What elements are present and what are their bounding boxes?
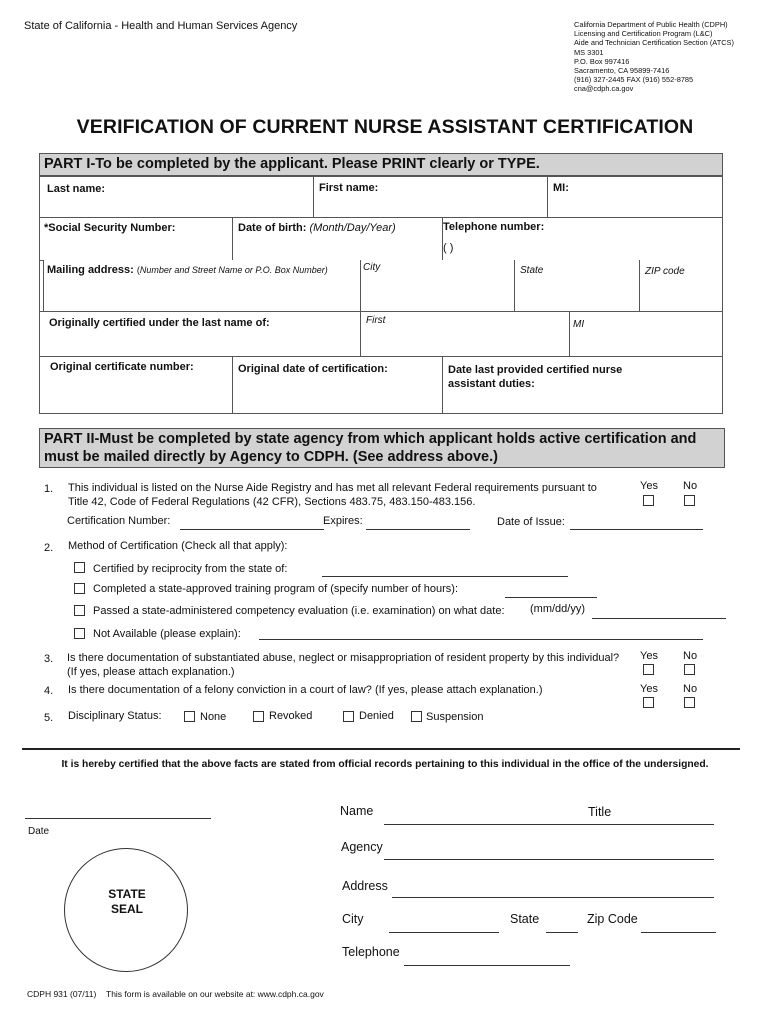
part1-grid	[39, 176, 723, 414]
cert-number-label: Certification Number:	[67, 515, 171, 527]
disc-suspension-checkbox[interactable]	[411, 711, 422, 722]
reciprocity-line[interactable]	[322, 576, 568, 577]
mi-label: MI:	[553, 182, 569, 194]
q3-yes-checkbox[interactable]	[643, 664, 654, 675]
q3-line2: (If yes, please attach explanation.)	[67, 666, 235, 678]
q1-number: 1.	[44, 483, 54, 495]
telephone-line[interactable]	[404, 965, 570, 966]
city-line[interactable]	[389, 932, 499, 933]
date-issue-line[interactable]	[570, 529, 703, 530]
q3-no-label: No	[683, 650, 698, 662]
ssn-label: *Social Security Number:	[44, 222, 176, 234]
dob-hint: (Month/Day/Year)	[309, 222, 396, 234]
mailing-hint-paren: (	[136, 265, 140, 275]
date-issue-label: Date of Issue:	[497, 516, 565, 528]
mailing-label: Mailing address:	[47, 264, 134, 276]
part1-heading: PART I-To be completed by the applicant. Please PRINT clearly or TYPE.	[39, 153, 723, 176]
q1-line1: This individual is listed on the Nurse Aide Registry and has met all relevant Federal requirements pursuant to	[68, 482, 597, 494]
exam-label: Passed a state-administered competency evaluation (i.e. examination) on what date:	[93, 605, 505, 617]
last-name-label: Last name:	[47, 183, 106, 195]
q1-yes-checkbox[interactable]	[643, 495, 654, 506]
agency-line: Sacramento, CA 95899-7416	[574, 66, 670, 76]
q1-line2: Title 42, Code of Federal Regulations (42 CFR), Sections 483.75, 483.150-483.156.	[68, 496, 476, 508]
agency-line: Licensing and Certification Program (L&C)	[574, 29, 713, 39]
certification-statement: It is hereby certified that the above facts are stated from official records pertaining to this individual in the office of the undersigned.	[61, 759, 709, 770]
q4-number: 4.	[44, 685, 54, 697]
state-seal-text: STATE SEAL	[108, 887, 146, 916]
phone-area-code: ( )	[443, 242, 454, 254]
disc-denied-checkbox[interactable]	[343, 711, 354, 722]
disc-suspension-label: Suspension	[426, 711, 484, 723]
agency-line: California Department of Public Health (CDPH)	[574, 20, 728, 29]
q3-no-checkbox[interactable]	[684, 664, 695, 675]
disc-revoked-label: Revoked	[269, 710, 313, 722]
name-title-line[interactable]	[384, 824, 714, 825]
disc-none-checkbox[interactable]	[184, 711, 195, 722]
city-label: City	[363, 262, 381, 273]
address-line[interactable]	[392, 897, 714, 898]
training-line[interactable]	[505, 597, 597, 598]
not-available-label: Not Available (please explain):	[93, 628, 241, 640]
agency-name: State of California - Health and Human Services Agency	[24, 20, 298, 32]
q3-number: 3.	[44, 653, 54, 665]
website-note: This form is available on our website at: www.cdph.ca.gov	[106, 989, 324, 999]
zip-line[interactable]	[641, 932, 716, 933]
agency-label: Agency	[341, 840, 383, 854]
orig-cert-date-label: Original date of certification:	[238, 363, 388, 375]
reciprocity-label: Certified by reciprocity from the state of:	[93, 563, 288, 575]
q2-number: 2.	[44, 542, 54, 554]
agency-line: P.O. Box 997416	[574, 56, 630, 66]
state-label: State	[520, 265, 544, 276]
mailing-hint: Number and Street Name or P.O. Box Number)	[139, 265, 328, 275]
exam-date-line[interactable]	[592, 618, 726, 619]
first-name-label: First name:	[319, 182, 379, 194]
title-label: Title	[588, 805, 612, 819]
q3-yes-label: Yes	[640, 650, 658, 662]
name-label: Name	[340, 804, 374, 818]
part2-heading: PART II-Must be completed by state agency from which applicant holds active certification and must be mailed directly by Agency to CDPH. (See address above.)	[39, 428, 725, 468]
exam-date-hint: (mm/dd/yy)	[530, 603, 585, 615]
expires-line[interactable]	[366, 529, 470, 530]
telephone-label: Telephone	[342, 945, 400, 959]
q1-no-label: No	[683, 480, 698, 492]
last-duties-label: Date last provided certified nurse assistant duties:	[448, 364, 623, 390]
q3-line1: Is there documentation of substantiated abuse, neglect or misappropriation of resident property by this individual?	[67, 652, 620, 664]
section-divider	[22, 748, 740, 750]
form-title: VERIFICATION OF CURRENT NURSE ASSISTANT CERTIFICATION	[76, 116, 694, 138]
orig-last-name-label: Originally certified under the last name of:	[49, 317, 270, 329]
orig-cert-number-label: Original certificate number:	[50, 361, 194, 373]
q2-text: Method of Certification (Check all that apply):	[68, 540, 288, 552]
q3-text	[67, 651, 619, 679]
disc-revoked-checkbox[interactable]	[253, 711, 264, 722]
agency-line: (916) 327-2445 FAX (916) 552-8785	[574, 75, 694, 85]
q1-no-checkbox[interactable]	[684, 495, 695, 506]
q1-yes-label: Yes	[640, 480, 658, 492]
date-line[interactable]	[25, 818, 211, 819]
phone-label: Telephone number:	[443, 221, 545, 233]
city-sig-label: City	[342, 912, 364, 926]
zip-sig-label: Zip Code	[587, 912, 638, 926]
form-id: CDPH 931 (07/11)	[27, 989, 97, 999]
address-label: Address	[342, 879, 388, 893]
orig-mi-label: MI	[573, 319, 585, 330]
orig-first-label: First	[366, 315, 386, 326]
zip-label: ZIP code	[645, 266, 685, 277]
training-checkbox[interactable]	[74, 583, 85, 594]
training-label: Completed a state-approved training program of (specify number of hours):	[93, 583, 459, 595]
agency-email: cna@cdph.ca.gov	[574, 84, 634, 94]
disc-denied-label: Denied	[359, 710, 394, 722]
cert-number-line[interactable]	[180, 529, 324, 530]
q4-yes-label: Yes	[640, 683, 658, 695]
state-sig-label: State	[510, 912, 540, 926]
state-line[interactable]	[546, 932, 578, 933]
not-available-line[interactable]	[259, 639, 703, 640]
agency-line: Aide and Technician Certification Section (ATCS)	[574, 38, 734, 48]
dob-label: Date of birth:	[238, 222, 307, 234]
q5-text: Disciplinary Status:	[68, 710, 162, 722]
state-seal-circle	[64, 848, 188, 972]
q5-number: 5.	[44, 712, 54, 724]
q4-yes-checkbox[interactable]	[643, 697, 654, 708]
exam-checkbox[interactable]	[74, 605, 85, 616]
agency-line[interactable]	[384, 859, 714, 860]
date-label: Date	[28, 826, 50, 837]
q4-no-checkbox[interactable]	[684, 697, 695, 708]
agency-line: MS 3301	[574, 47, 604, 57]
q4-text: Is there documentation of a felony conviction in a court of law? (If yes, please attach explanation.)	[68, 684, 543, 696]
agency-address-block	[574, 20, 734, 94]
q4-no-label: No	[683, 683, 698, 695]
disc-none-label: None	[200, 711, 227, 723]
reciprocity-checkbox[interactable]	[74, 562, 85, 573]
q1-text	[68, 481, 597, 509]
not-available-checkbox[interactable]	[74, 628, 85, 639]
expires-label: Expires:	[323, 515, 363, 527]
